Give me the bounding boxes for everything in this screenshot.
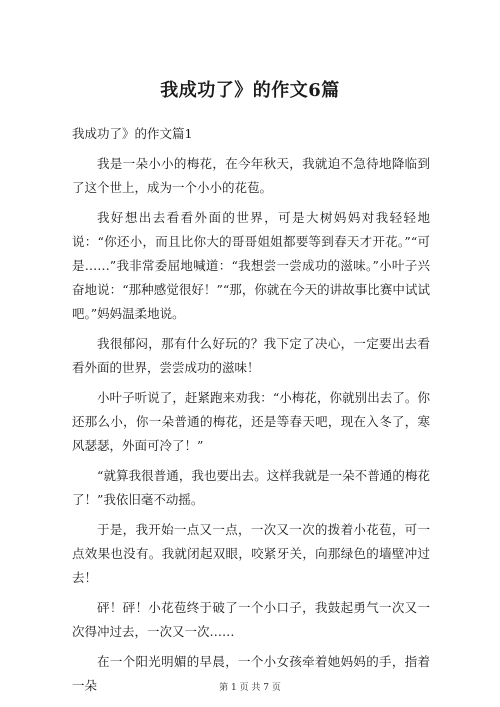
paragraph-5: “就算我很普通，我也要出去。这样我就是一朵不普通的梅花了！”我依旧毫不动摇。 xyxy=(72,468,430,507)
document-title: 我成功了》的作文6篇 xyxy=(160,80,340,101)
paragraph-4: 小叶子听说了，赶紧跑来劝我：“小梅花，你就别出去了。你还那么小，你一朵普通的梅花，还是等春天吧，现在入冬了，寒风瑟瑟，外面可冷了！” xyxy=(72,390,430,453)
document-body xyxy=(72,124,430,704)
section-heading: 我成功了》的作文篇1 xyxy=(72,126,193,141)
page-footer: 第 1 页 共 7 页 xyxy=(219,683,281,693)
paragraph-3: 我很郁闷，那有什么好玩的？我下定了决心，一定要出去看看外面的世界，尝尝成功的滋味！ xyxy=(72,336,430,375)
paragraph-7: 砰！砰！小花苞终于破了一个小口子，我鼓起勇气一次又一次得冲过去，一次又一次…… xyxy=(72,600,430,639)
paragraph-8: 在一个阳光明媚的早晨，一个小女孩牵着她妈妈的手，指着一朵 xyxy=(72,654,430,693)
paragraph-6: 于是，我开始一点又一点，一次又一次的拨着小花苞，可一点效果也没有。我就闭起双眼，咬紧牙关，向那绿色的墙壁冲过去！ xyxy=(72,522,430,585)
paragraph-2: 我好想出去看看外面的世界，可是大树妈妈对我轻轻地说：“你还小，而且比你大的哥哥姐姐都要等到春天才开花。”“可是……”我非常委屈地喊道：“我想尝一尝成功的滋味。”小叶子兴奋地说：“那种感觉很好！”“那，你就在今天的讲故事比赛中试试吧。”妈妈温柔地说。 xyxy=(72,210,430,321)
paragraph-1: 我是一朵小小的梅花，在今年秋天，我就迫不急待地降临到了这个世上，成为一个小小的花苞。 xyxy=(72,156,430,195)
